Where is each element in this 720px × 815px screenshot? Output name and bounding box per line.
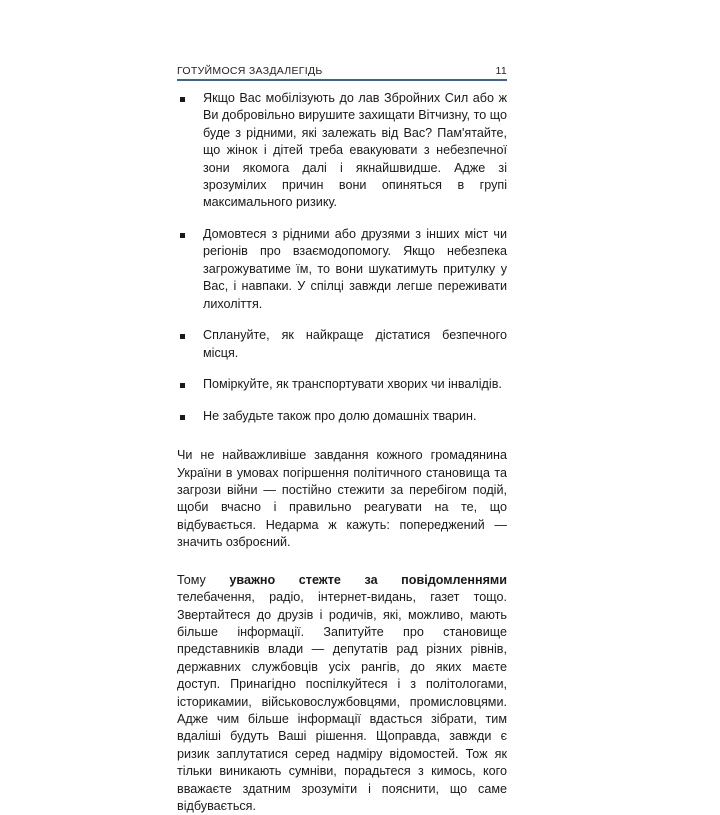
- page-number: 11: [495, 65, 507, 77]
- body-paragraph: Чи не найважливіше завдання кожного громадянина України в умовах погіршення політичного становища та загрози війни — постійно стежити за перебігом подій, щоби вчасно і правильно реагувати на те, що відбувається. Недарма ж кажуть: попереджений — значить озброєний.: [177, 448, 507, 550]
- bullet-text: Якщо Вас мобілізують до лав Збройних Сил або ж Ви добровільно вирушите захищати Вітчизну, то що буде з рідними, які залежать від Вас? Пам'ятайте, що жінок і дітей треба евакуювати з небезпечної зони якомога далі і якнайшвидше. Адже зі зрозумілих причин вони опиняться в групі максимального ризику.: [203, 91, 507, 210]
- bullet-text: Сплануйте, як найкраще дістатися безпечного місця.: [203, 328, 507, 360]
- bullet-item: [177, 90, 507, 212]
- bullet-item: [177, 226, 507, 313]
- square-bullet-icon: [180, 97, 185, 102]
- paragraph-rest: телебачення, радіо, інтернет-видань, газет тощо. Звертайтеся до друзів і родичів, які, можливо, мають більше інформації. Запитуйте про становище представників влади — депутатів рад різних рівнів, державних службовців усіх рангів, до яких маєте доступ. Принагідно поспілкуйтеся і з політологами, історикамии, військовослужбовцями, промисловцями. Адже чим більше інформації вдасться зібрати, тим вдаліші будуть Ваші рішення. Щоправда, завжди є ризик заплутатися серед надміру відомостей. Тож як тільки виникають сумніви, порадьтеся з кимось, кого вважаєте здатним зрозуміти і пояснити, що саме відбувається.: [177, 590, 507, 813]
- bullet-item: [177, 408, 507, 425]
- bullet-list: [177, 90, 507, 425]
- square-bullet-icon: [180, 415, 185, 420]
- emphasis-text: уважно стежте за повідомленнями: [229, 572, 507, 587]
- bullet-text: Домовтеся з рідними або друзями з інших міст чи регіонів про взаємодопомогу. Якщо небезпека загрожуватиме їм, то вони шукатимуть притулку у Вас, і навпаки. У спілці завжди легше переживати лихоліття.: [203, 227, 507, 311]
- bullet-text: Поміркуйте, як транспортувати хворих чи інвалідів.: [203, 377, 502, 392]
- bullet-item: [177, 327, 507, 362]
- body-paragraph: [177, 572, 507, 815]
- bullet-item: [177, 376, 507, 393]
- square-bullet-icon: [180, 233, 185, 238]
- square-bullet-icon: [180, 383, 185, 388]
- bullet-text: Не забудьте також про долю домашніх тварин.: [203, 408, 477, 423]
- header-rule: [177, 79, 507, 81]
- running-header: [177, 63, 507, 77]
- section-title: ГОТУЙМОСЯ ЗАЗДАЛЕГІДЬ: [177, 65, 323, 77]
- square-bullet-icon: [180, 334, 185, 339]
- page-body: [177, 90, 507, 815]
- paragraph-lead: Тому: [177, 572, 230, 587]
